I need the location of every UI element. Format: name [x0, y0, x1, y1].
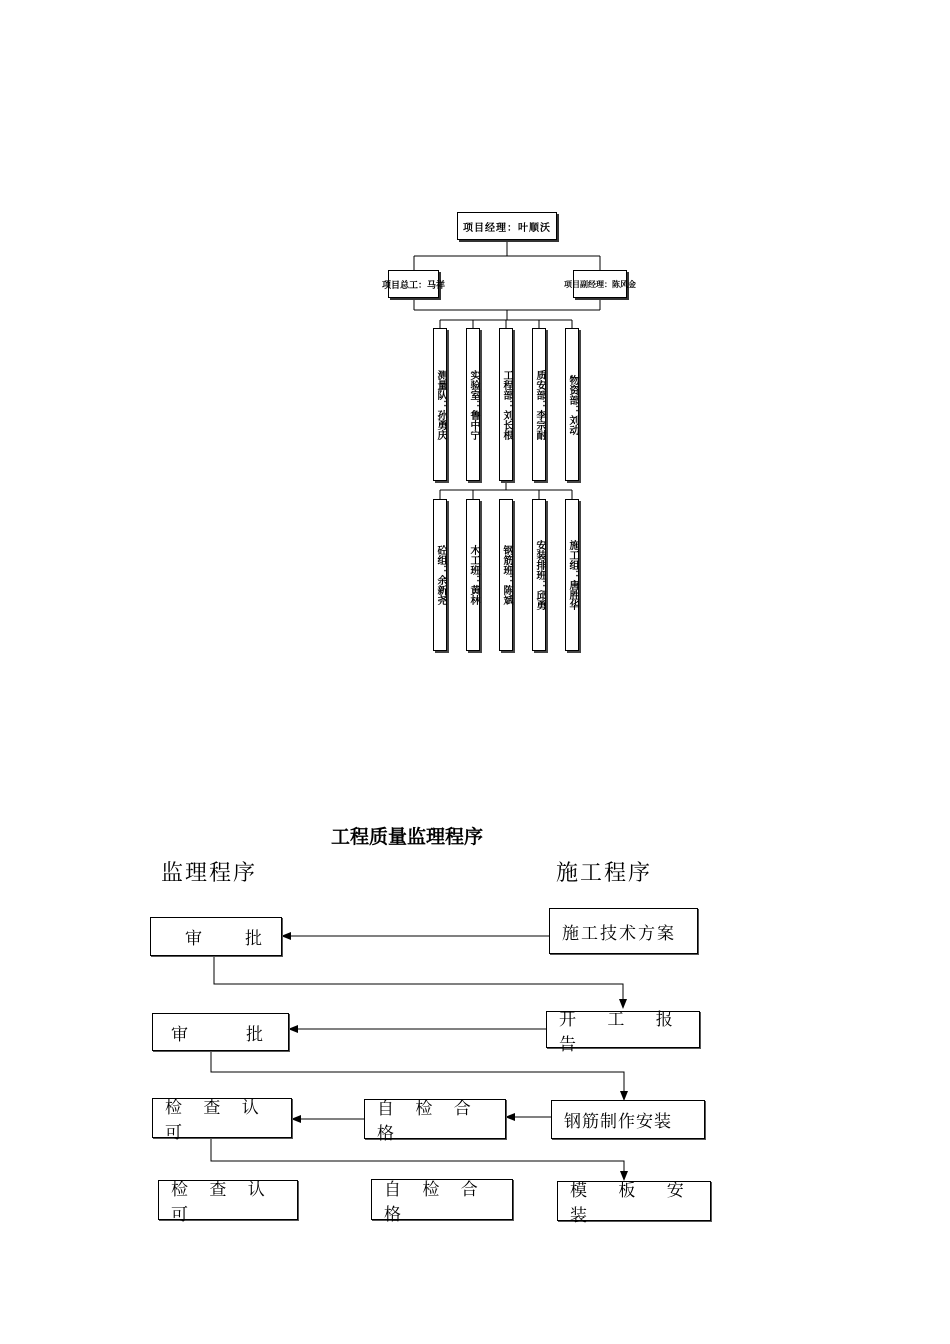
flow-title: 工程质量监理程序 [331, 826, 484, 848]
org-project-manager: 项目经理：叶顺沃 [457, 212, 557, 240]
approve-box-1: 审 批 [150, 917, 282, 956]
self-check-box-1: 自 检 合 格 [364, 1099, 506, 1139]
org-team-carpentry: 木工班：黄林 [466, 499, 480, 651]
org-team-installation: 安装排班：邱勇 [532, 499, 546, 651]
org-chief-engineer: 项目总工：马祥 [388, 270, 439, 298]
org-dept-quality-safety: 质安部：李宗耐 [532, 328, 546, 481]
inspect-approve-box-1: 检 查 认 可 [152, 1098, 292, 1138]
approve-box-2: 审 批 [152, 1013, 289, 1051]
construction-plan-box: 施工技术方案 [549, 908, 698, 954]
org-dept-materials: 物资部：刘动 [565, 328, 579, 481]
construction-column-heading: 施工程序 [556, 861, 653, 886]
formwork-installation-box: 模 板 安 装 [557, 1181, 711, 1221]
org-dept-lab: 实验室：鲁中宁 [466, 328, 480, 481]
org-dept-engineering: 工程部：刘长根 [499, 328, 513, 481]
inspect-approve-box-2: 检 查 认 可 [158, 1180, 298, 1220]
self-check-box-2: 自 检 合 格 [371, 1179, 513, 1220]
org-dept-survey: 测量队：孙勇庆 [433, 328, 447, 481]
org-team-rebar: 钢筋班：陈斌 [499, 499, 513, 651]
org-team-concrete: 砼组：余新尧 [433, 499, 447, 651]
supervision-column-heading: 监理程序 [161, 861, 258, 886]
start-report-box: 开 工 报 告 [546, 1011, 700, 1048]
org-deputy-manager: 项目副经理：陈风金 [573, 270, 627, 298]
org-team-construction: 施工组：唐胜华 [565, 499, 579, 651]
rebar-fabrication-box: 钢筋制作安装 [551, 1100, 705, 1139]
